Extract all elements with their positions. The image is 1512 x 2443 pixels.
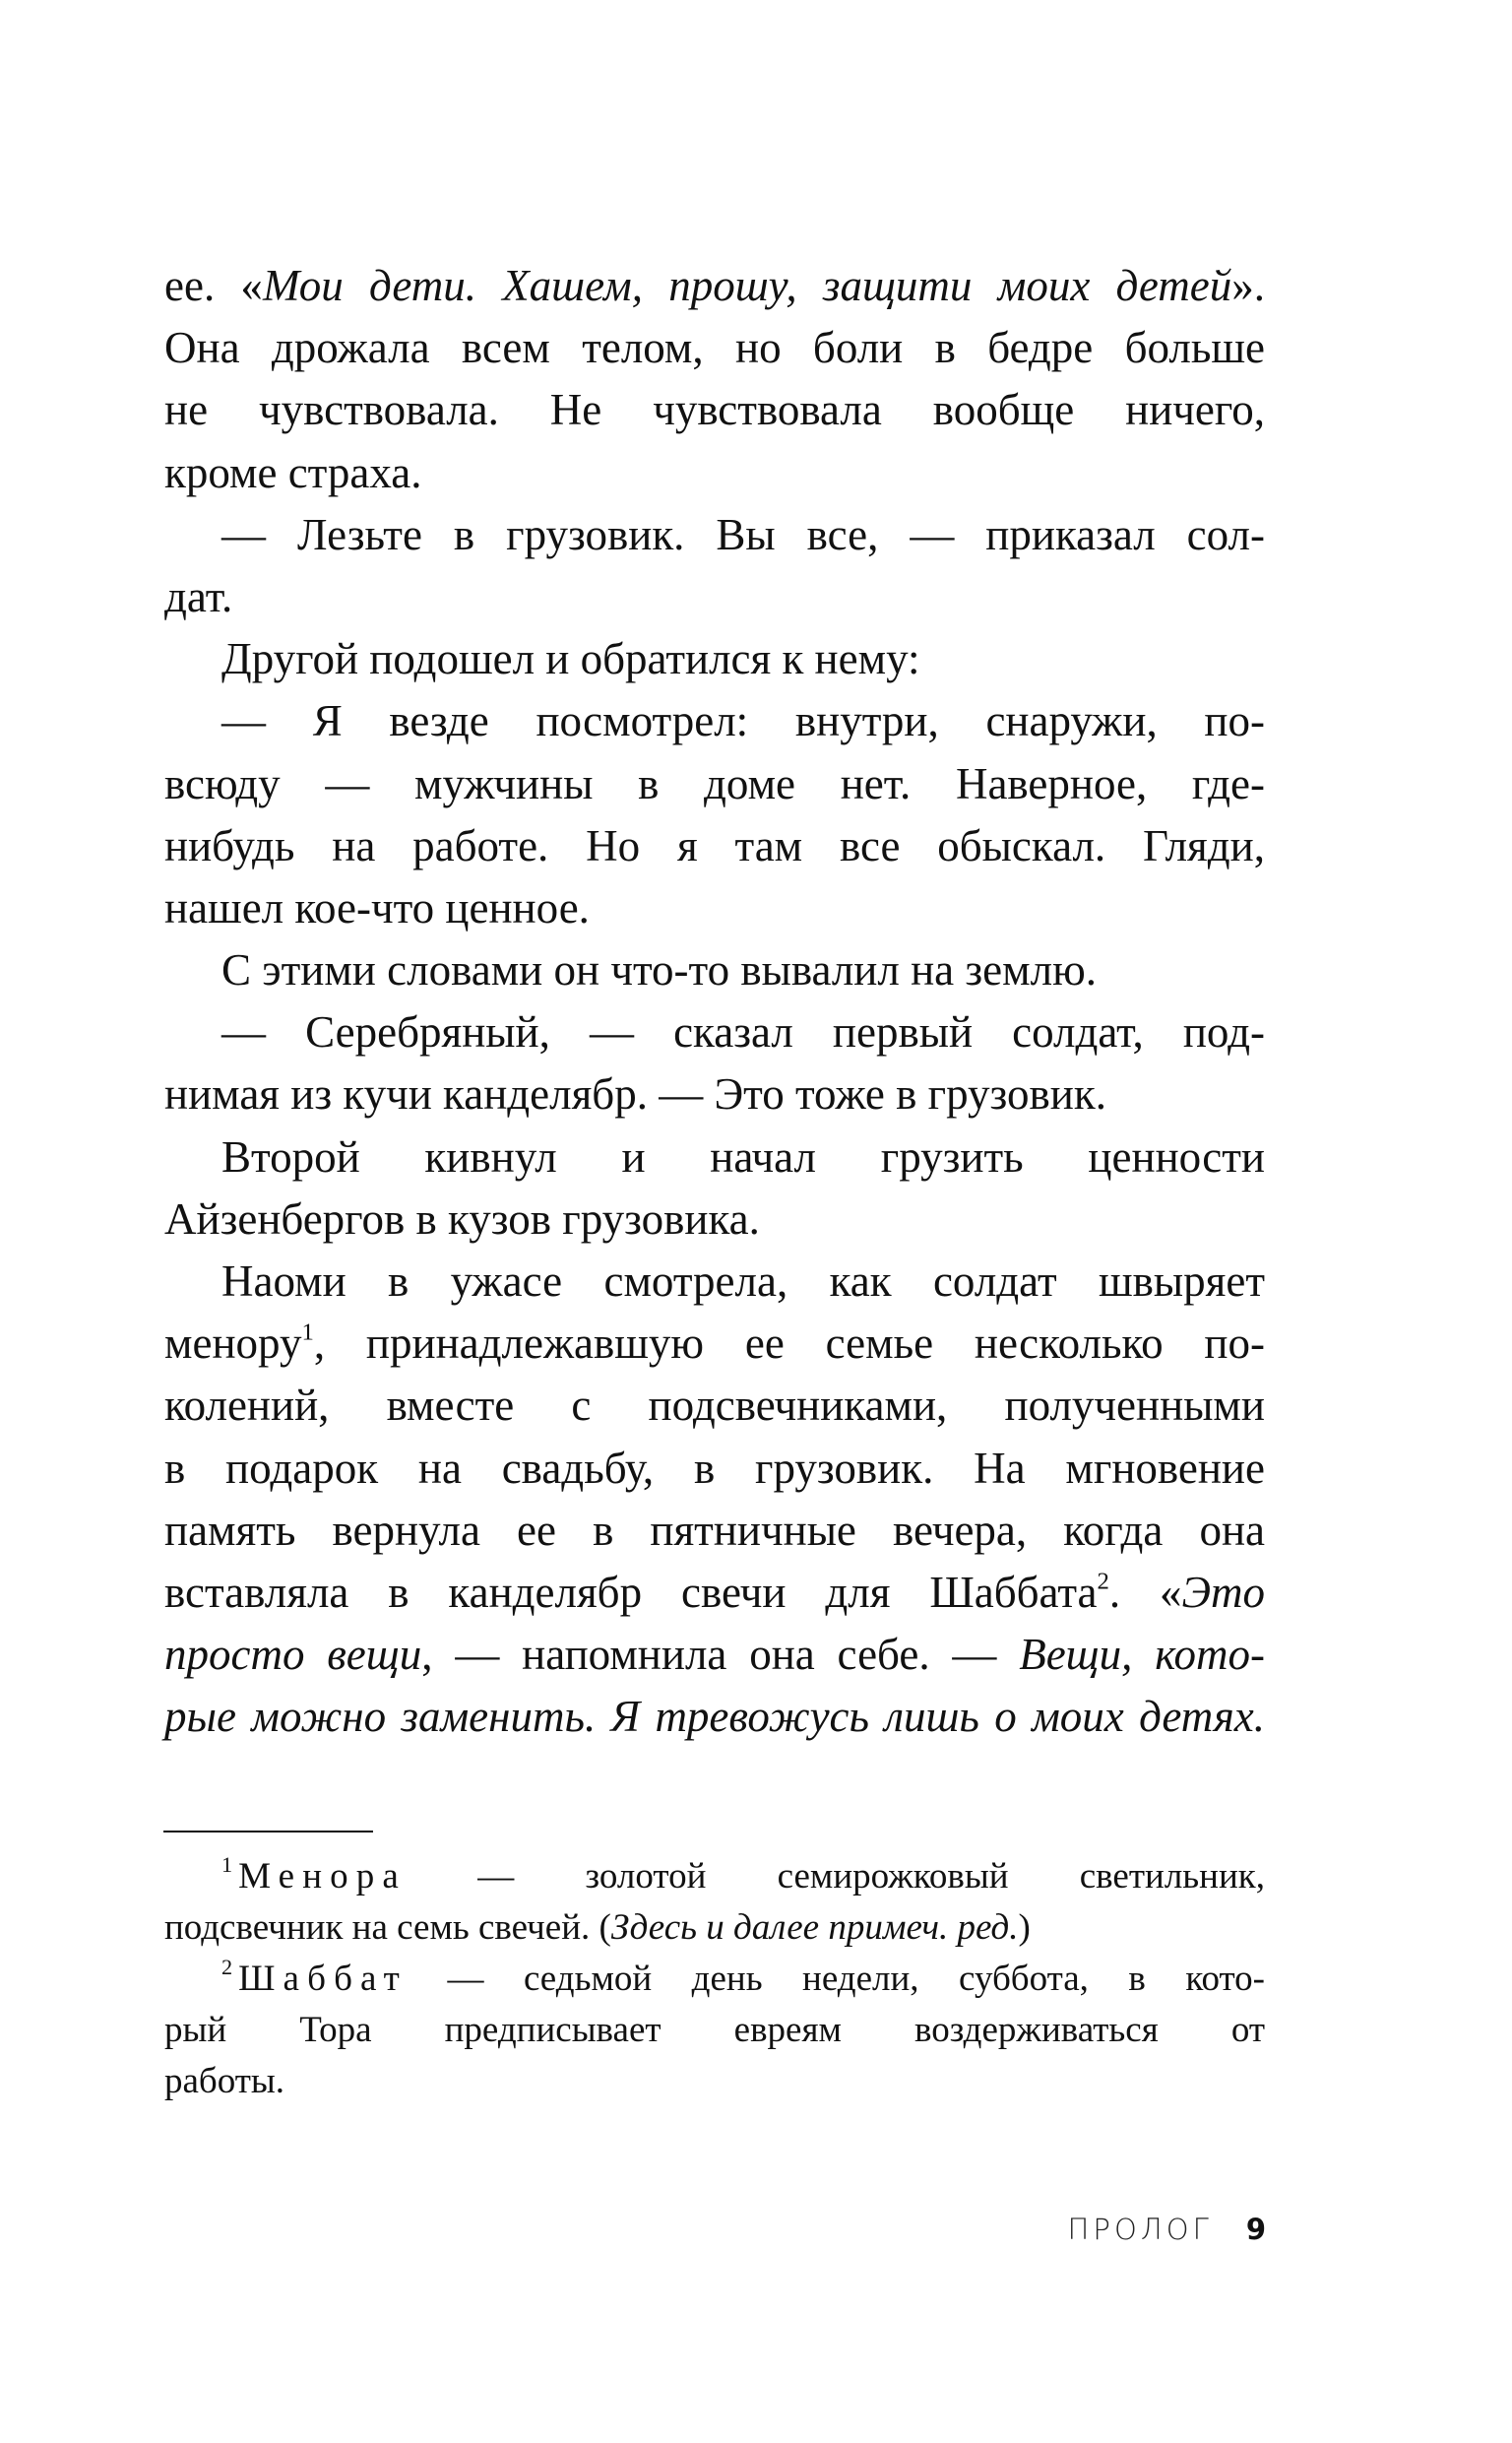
text: Другой подошел и обратился к нему: <box>221 634 920 684</box>
text-line <box>164 1686 1265 1748</box>
text-line <box>164 1313 1265 1375</box>
text: , принадлежавшую ее семье несколько по- <box>313 1318 1265 1369</box>
text: ) <box>1018 1907 1031 1948</box>
text: — золотой семирожковый светильник, <box>407 1856 1265 1897</box>
text-line <box>164 1500 1265 1562</box>
italic-text: Вещи, кото- <box>1019 1630 1266 1680</box>
text: Второй кивнул и начал грузить ценности <box>221 1131 1265 1182</box>
text-line <box>164 815 1265 877</box>
text: нибудь на работе. Но я там все обыскал. Гляди, <box>164 820 1265 870</box>
text: в подарок на свадьбу, в грузовик. На мгновение <box>164 1443 1265 1493</box>
text: менору <box>164 1318 302 1369</box>
text-line <box>164 877 1265 939</box>
footnote-line <box>164 1902 1265 1954</box>
text: , — напомнила она себе. — <box>421 1630 1020 1680</box>
text-line <box>164 628 1265 690</box>
text: Айзенбергов в кузов грузовика. <box>164 1193 760 1244</box>
running-footer <box>1068 2212 1266 2247</box>
footnote-line <box>164 1851 1265 1902</box>
text-line <box>164 504 1265 566</box>
text-line <box>164 1438 1265 1500</box>
footnote-ref: 2 <box>1097 1568 1109 1595</box>
text-line <box>164 939 1265 1001</box>
text-line <box>164 753 1265 815</box>
text: подсвечник на семь свечей. ( <box>164 1907 611 1948</box>
text-line <box>164 317 1265 379</box>
text-line <box>164 1375 1265 1437</box>
text-line <box>164 1063 1265 1125</box>
text: — Я везде посмотрел: внутри, снаружи, по- <box>221 696 1265 746</box>
text-line <box>164 1189 1265 1251</box>
text-line <box>164 690 1265 752</box>
body-text <box>164 255 1265 1749</box>
text-line <box>164 1126 1265 1189</box>
italic-text: Это <box>1181 1567 1266 1617</box>
footnote-line <box>164 1954 1265 2005</box>
text: колений, вместе с подсвечниками, полученными <box>164 1381 1265 1431</box>
text-line <box>164 566 1265 628</box>
text: нашел кое-что ценное. <box>164 882 590 932</box>
text: Наоми в ужасе смотрела, как солдат швыряет <box>221 1256 1265 1306</box>
italic-text: рые можно заменить. Я тревожусь лишь о моих детях. <box>164 1692 1265 1742</box>
text: кроме страха. <box>164 447 422 497</box>
text: рый Тора предписывает евреям воздерживаться от <box>164 2010 1265 2050</box>
text: С этими словами он что-то вывалил на землю. <box>221 945 1097 996</box>
text-line <box>164 1001 1265 1063</box>
italic-text: Мои дети. Хашем, прошу, защити моих детей <box>262 261 1232 310</box>
footnote-number: 2 <box>221 1955 233 1980</box>
text: — Лезьте в грузовик. Вы все, — приказал сол- <box>221 509 1265 559</box>
italic-text: просто вещи <box>164 1630 422 1680</box>
text-line <box>164 379 1265 441</box>
text: работы. <box>164 2061 285 2101</box>
text-line <box>164 255 1265 317</box>
footnote-term: Шаббат <box>238 1959 408 1999</box>
text: — седьмой день недели, суббота, в кото- <box>407 1959 1265 1999</box>
text: всюду — мужчины в доме нет. Наверное, где- <box>164 758 1265 808</box>
text-line <box>164 1251 1265 1313</box>
text: ее. « <box>164 261 263 310</box>
footnote-term: Менора <box>238 1856 407 1897</box>
section-title: ПРОЛОГ <box>1067 2213 1213 2246</box>
text: ». <box>1231 261 1265 310</box>
footnote-1 <box>164 1851 1265 1954</box>
footnotes <box>164 1851 1265 2107</box>
text: — Серебряный, — сказал первый солдат, под- <box>221 1007 1265 1058</box>
text: вставляла в канделябр свечи для Шаббата <box>164 1567 1098 1617</box>
text-line <box>164 1624 1265 1686</box>
footnote-line <box>164 2005 1265 2056</box>
text-line <box>164 442 1265 504</box>
footnote-ref: 1 <box>301 1318 314 1346</box>
page-number: 9 <box>1245 2213 1266 2246</box>
text: Она дрожала всем телом, но боли в бедре больше <box>164 323 1265 373</box>
footnote-separator <box>163 1831 373 1832</box>
footnote-2 <box>164 1954 1265 2107</box>
footnote-line <box>164 2056 1265 2107</box>
text: . « <box>1108 1567 1182 1617</box>
italic-text: Здесь и далее примеч. ред. <box>610 1907 1019 1948</box>
footnote-number: 1 <box>221 1852 233 1878</box>
text-line <box>164 1562 1265 1624</box>
text: дат. <box>164 571 233 621</box>
text: память вернула ее в пятничные вечера, когда она <box>164 1505 1265 1555</box>
text: нимая из кучи канделябр. — Это тоже в грузовик. <box>164 1069 1106 1120</box>
text: не чувствовала. Не чувствовала вообще ничего, <box>164 385 1265 435</box>
